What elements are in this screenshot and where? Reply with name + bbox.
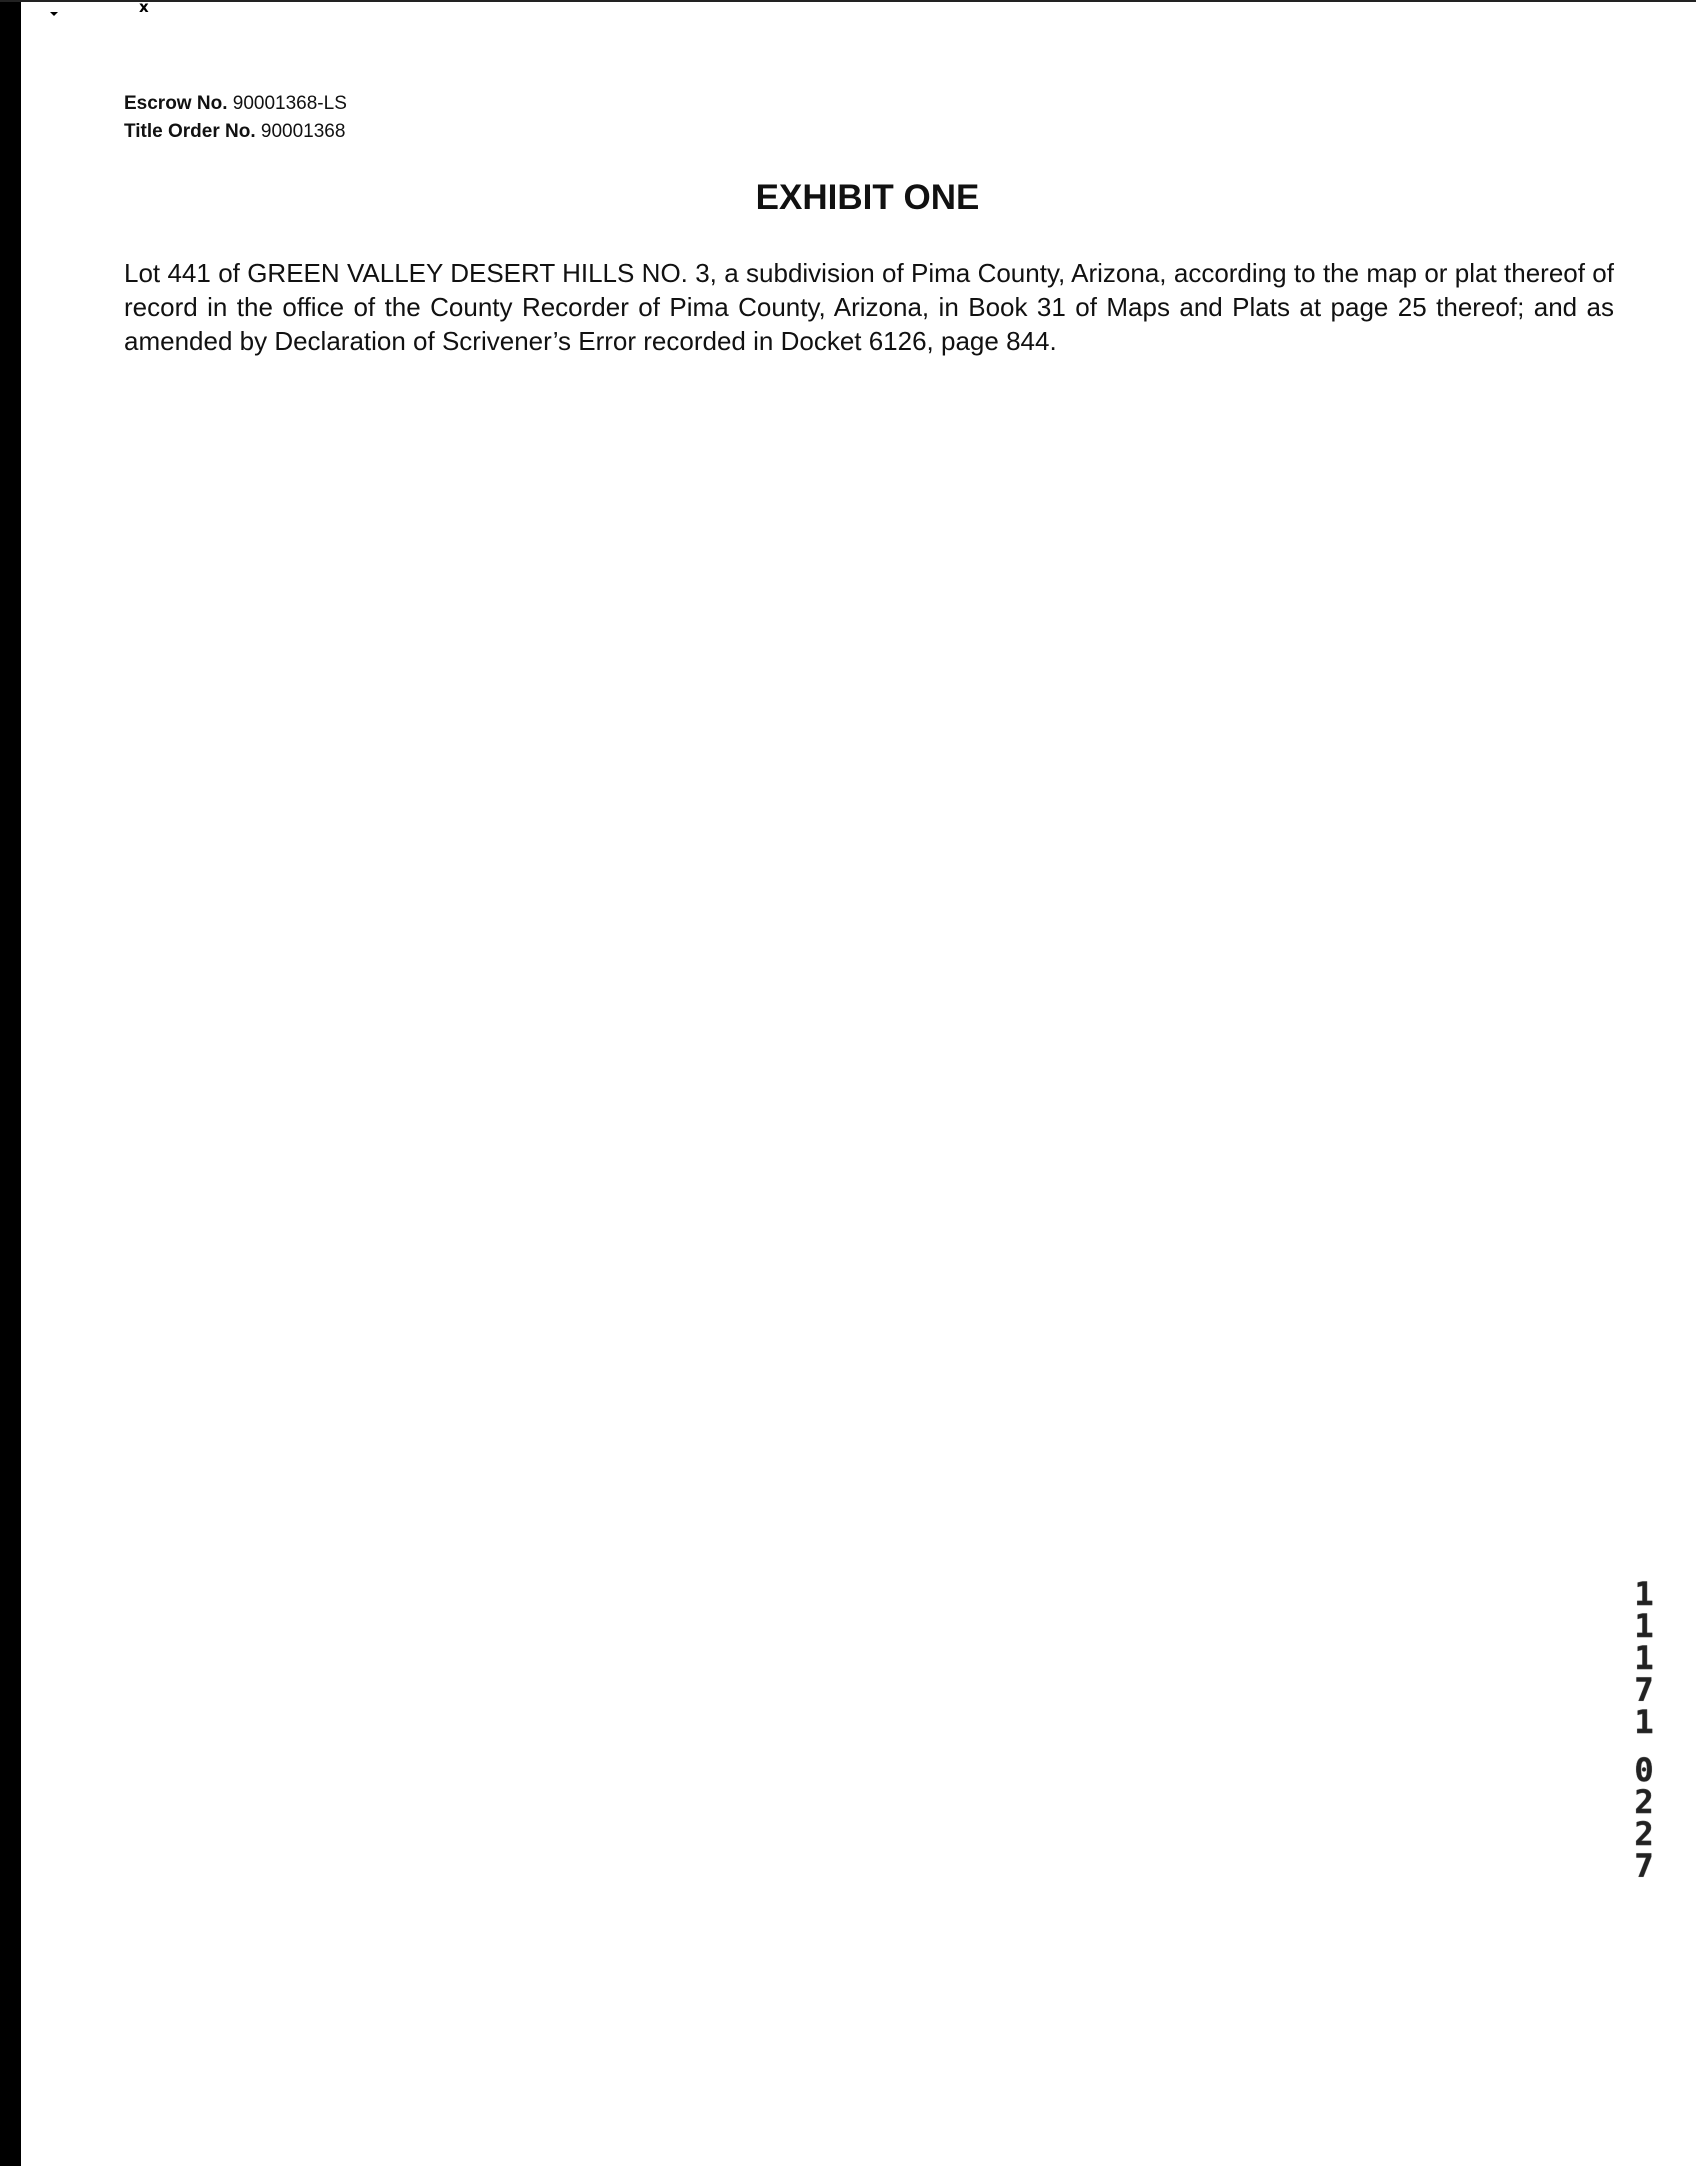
recording-stamp-group-2 <box>1624 1751 1664 1885</box>
escrow-reference-block <box>124 90 347 146</box>
stamp-digit: 1 <box>1634 1639 1654 1677</box>
recording-stamp <box>1624 1575 1664 1885</box>
stamp-digit: 1 <box>1634 1575 1654 1613</box>
stamp-digit: 2 <box>1634 1783 1654 1821</box>
escrow-number-value: 90001368-LS <box>232 93 347 114</box>
title-order-line <box>124 118 347 146</box>
stamp-digit: 7 <box>1634 1847 1654 1885</box>
stamp-digit: 1 <box>1634 1703 1654 1741</box>
legal-description-paragraph: Lot 441 of GREEN VALLEY DESERT HILLS NO. 3, a subdivision of Pima County, Arizona, according to the map or plat thereof of record in the office of the County Recorder of Pima County, Arizona, in Book 31 of Maps and Plats at page 25 thereof; and as amended by Declaration of Scrivener’s Error recorded in Docket 6126, page 844. <box>124 258 1614 356</box>
stamp-digit: 1 <box>1634 1607 1654 1645</box>
title-order-value: 90001368 <box>260 121 346 142</box>
stamp-digit: 2 <box>1634 1815 1654 1853</box>
escrow-number-label: Escrow No. <box>124 93 228 114</box>
stamp-digit: 7 <box>1634 1671 1654 1709</box>
title-order-label: Title Order No. <box>124 121 256 142</box>
scan-speck-mark: x <box>139 0 149 16</box>
document-title: EXHIBIT ONE <box>755 178 980 217</box>
recording-stamp-group-1 <box>1624 1575 1664 1741</box>
scan-left-edge <box>0 0 21 2166</box>
scan-speck-mark <box>50 12 58 16</box>
stamp-digit: 0 <box>1634 1751 1654 1789</box>
escrow-number-line <box>124 90 347 118</box>
scan-top-edge <box>0 0 1696 2</box>
